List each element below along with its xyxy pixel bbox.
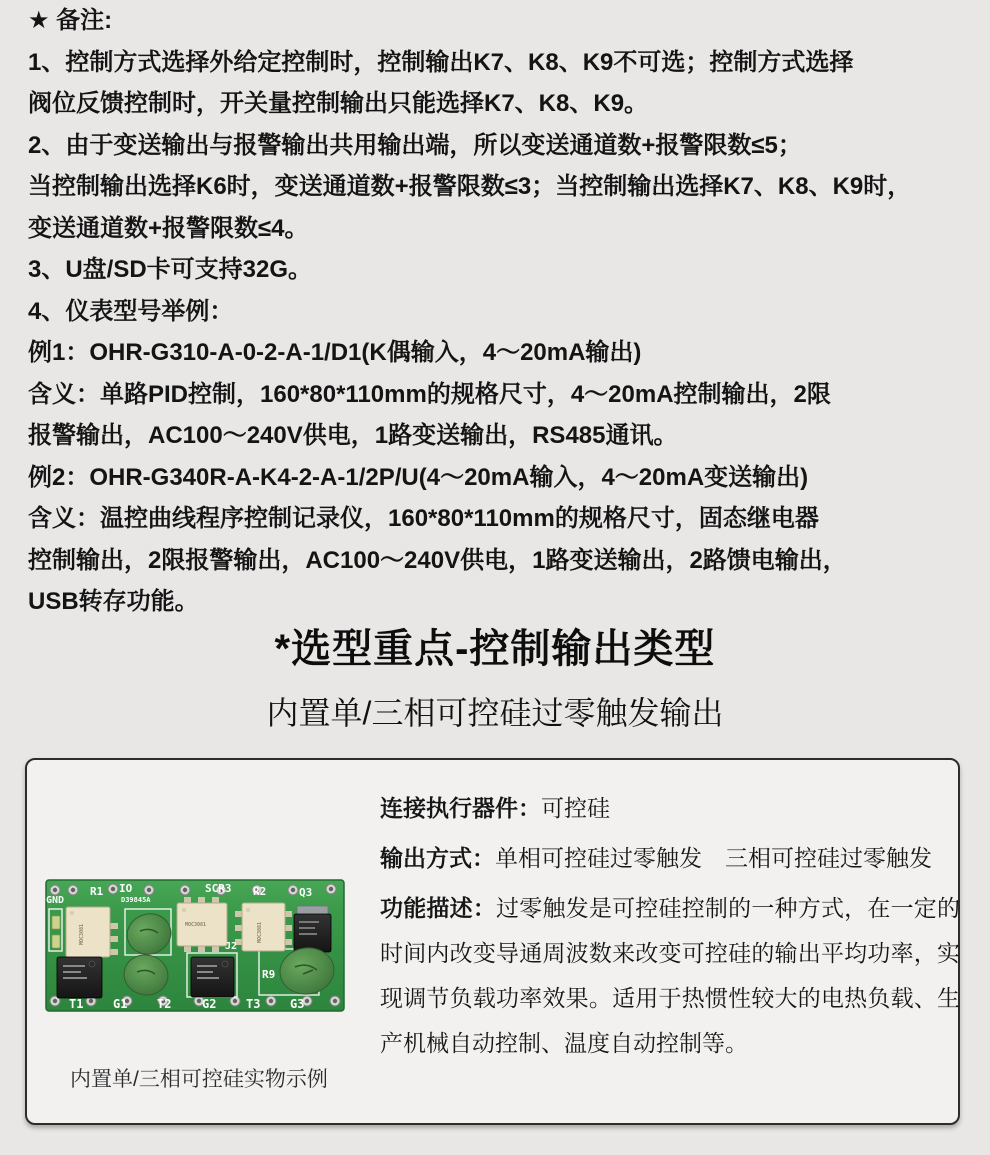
svg-text:MOC3081: MOC3081 <box>257 921 263 943</box>
power-chip <box>294 906 331 952</box>
field-value: 可控硅 <box>541 795 610 821</box>
svg-text:SCR3: SCR3 <box>205 882 232 895</box>
field-value: 单相可控硅过零触发 三相可控硅过零触发 <box>495 845 932 871</box>
optocoupler-chip-1 <box>66 907 118 957</box>
note-line: 阀位反馈控制时，开关量控制输出只能选择K7、K8、K9。 <box>28 90 649 117</box>
note-line: 3、U盘/SD卡可支持32G。 <box>28 256 313 283</box>
svg-text:R2: R2 <box>253 885 267 898</box>
svg-text:MOC3081: MOC3081 <box>79 923 85 945</box>
field-actuator-type <box>380 786 960 831</box>
pcb-board-image <box>45 879 345 1012</box>
card-text-column <box>380 786 960 1066</box>
svg-text:R9: R9 <box>262 968 276 981</box>
spec-card <box>25 758 960 1125</box>
field-value: 过零触发是可控硅控制的一种方式，在一定的时间内改变导通周波数来改变可控硅的输出平均功率，实现调节负载功率效果。适用于热惯性较大的电热负载、生产机械自动控制、温度自动控制等。 <box>380 895 961 1056</box>
note-line: 含义：温控曲线程序控制记录仪，160*80*110mm的规格尺寸，固态继电器 <box>28 505 819 532</box>
svg-text:G2: G2 <box>202 997 217 1011</box>
optocoupler-chip-3 <box>235 903 292 951</box>
note-line: 例1：OHR-G310-A-0-2-A-1/D1(K偶输入，4～20mA输出) <box>28 339 642 366</box>
field-label: 功能描述： <box>380 895 497 921</box>
field-output-mode <box>380 836 960 881</box>
note-line: 含义：单路PID控制，160*80*110mm的规格尺寸，4～20mA控制输出，2限 <box>28 380 831 408</box>
note-line: 4、仪表型号举例： <box>28 297 234 325</box>
svg-text:GND: GND <box>46 895 65 906</box>
svg-text:D39845A: D39845A <box>121 896 151 904</box>
section-subheading: 内置单/三相可控硅过零触发输出 <box>266 695 724 731</box>
triac-2 <box>191 957 234 997</box>
svg-text:IO: IO <box>119 882 133 895</box>
svg-text:T1: T1 <box>69 997 84 1011</box>
field-function-desc <box>380 886 960 1066</box>
field-label: 连接执行器件： <box>380 795 541 821</box>
notes-title: ★ 备注: <box>28 7 113 34</box>
svg-text:MOC3081: MOC3081 <box>185 922 207 928</box>
svg-text:G3: G3 <box>290 997 305 1011</box>
note-line: 例2：OHR-G340R-A-K4-2-A-1/2P/U(4～20mA输入，4～20mA变送输出) <box>28 463 809 491</box>
note-line: 控制输出，2限报警输出，AC100～240V供电，1路变送输出，2路馈电输出， <box>28 546 847 574</box>
note-line: 变送通道数+报警限数≤4。 <box>28 214 309 242</box>
note-line: 报警输出，AC100～240V供电，1路变送输出，RS485通讯。 <box>28 422 678 449</box>
field-label: 输出方式： <box>380 845 495 871</box>
note-line: 1、控制方式选择外给定控制时，控制输出K7、K8、K9不可选；控制方式选择 <box>28 48 854 76</box>
svg-text:Q3: Q3 <box>299 886 313 899</box>
note-line: 2、由于变送输出与报警输出共用输出端，所以变送通道数+报警限数≤5； <box>28 131 802 159</box>
pcb-caption: 内置单/三相可控硅实物示例 <box>70 1068 328 1091</box>
note-line: USB转存功能。 <box>28 588 199 615</box>
svg-text:R1: R1 <box>90 885 104 898</box>
triac-1 <box>57 957 102 998</box>
svg-text:T2: T2 <box>157 997 172 1011</box>
svg-text:G1: G1 <box>113 997 128 1011</box>
notes-section <box>28 0 958 623</box>
pcb-photo <box>45 879 345 1012</box>
section-heading: *选型重点-控制输出类型 <box>274 627 716 671</box>
optocoupler-chip-2 <box>177 897 227 952</box>
svg-text:T3: T3 <box>246 997 261 1011</box>
note-line: 当控制输出选择K6时，变送通道数+报警限数≤3；当控制输出选择K7、K8、K9时， <box>28 173 912 200</box>
svg-text:J2: J2 <box>225 941 238 952</box>
